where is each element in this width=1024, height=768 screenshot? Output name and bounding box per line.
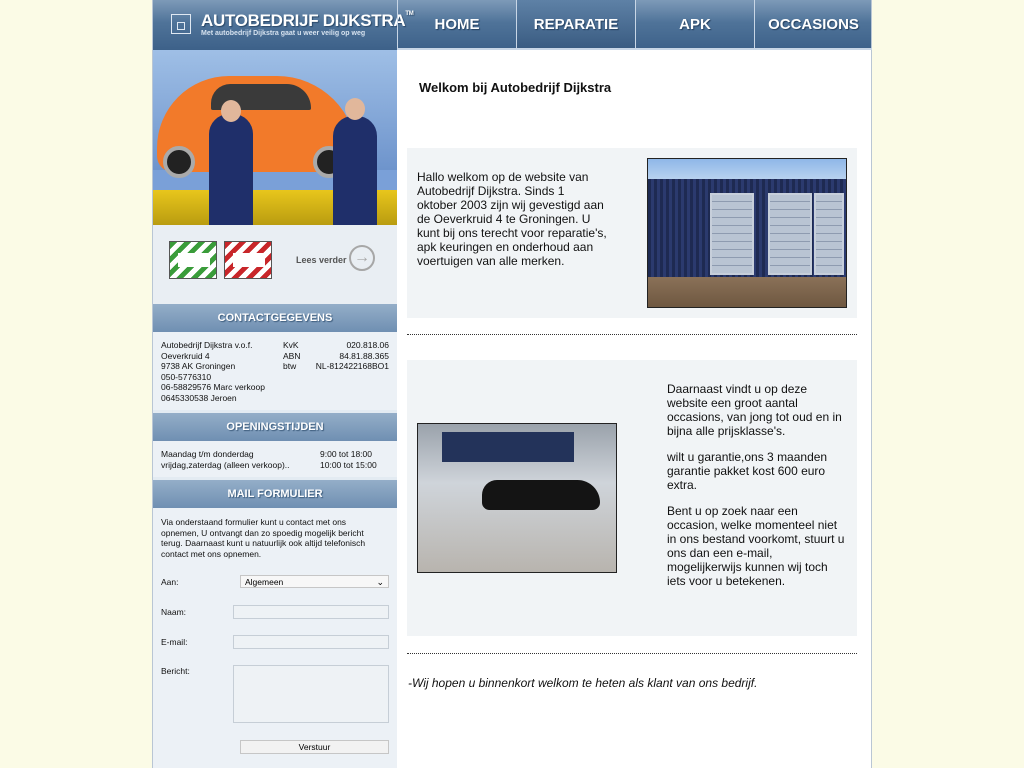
- hours-days: vrijdag,zaterdag (alleen verkoop)..: [161, 460, 290, 470]
- abn-value: 84.81.88.365: [339, 350, 389, 361]
- contact-phone: 06-58829576 Marc verkoop: [161, 382, 265, 393]
- message-textarea[interactable]: [233, 665, 389, 723]
- page-title: Welkom bij Autobedrijf Dijkstra: [419, 80, 612, 95]
- hours-section: [153, 441, 397, 477]
- nav-apk[interactable]: APK: [635, 0, 754, 50]
- hours-row: [161, 449, 389, 459]
- message-label: Bericht:: [161, 666, 190, 676]
- mail-intro: Via onderstaand formulier kunt u contact met ons opnemen, U ontvangt dan zo spoedig mogelijk bericht terug. Daarnaast kunt u natuurlijk ook altijd telefonisch contact met ons opnemen.: [161, 517, 366, 559]
- btw-label: btw: [283, 361, 297, 372]
- contact-phone: 0645330538 Jeroen: [161, 392, 237, 403]
- intro-text: Hallo welkom op de website van Autobedrijf Dijkstra. Sinds 1 oktober 2003 zijn wij gevestigd aan de Oeverkruid 4 te Groningen. U kunt bij ons terecht voor reparatie's, apk keuringen en onderhoud aan voertuigen van alle merken.: [417, 170, 607, 268]
- email-input[interactable]: [233, 635, 389, 649]
- name-label: Naam:: [161, 607, 187, 617]
- sidebar: [153, 50, 397, 768]
- lees-verder-link[interactable]: Lees verder: [296, 255, 347, 265]
- contact-line: Autobedrijf Dijkstra v.o.f.: [161, 340, 253, 350]
- search-request-text: Bent u op zoek naar een occasion, welke momenteel niet in ons bestand voorkomt, stuurt u ons dan een e-mail, mogelijkerwijs kunnen wij toch iets voor u betekenen.: [667, 504, 845, 588]
- btw-value: NL-812422168BO1: [315, 361, 389, 372]
- mail-form: [153, 508, 397, 768]
- hours-heading: OPENINGSTIJDEN: [153, 413, 397, 441]
- logo-title: AUTOBEDRIJF DIJKSTRA™: [201, 11, 414, 30]
- intro-block: [407, 148, 857, 318]
- main-nav: [397, 0, 872, 50]
- nav-home[interactable]: HOME: [397, 0, 516, 50]
- kvk-value: 020.818.06: [346, 340, 389, 350]
- logo-tagline: Met autobedrijf Dijkstra gaat u weer veilig op weg: [201, 30, 366, 37]
- header-photo-car-mechanics: [153, 50, 397, 225]
- logo-mark-icon: [171, 14, 191, 34]
- kvk-label: KvK: [283, 340, 299, 350]
- chevron-down-icon: ⌄: [376, 577, 384, 587]
- keurmerk-red-badge: [224, 241, 272, 279]
- contact-heading: CONTACTGEGEVENS: [153, 304, 397, 332]
- workshop-photo: [417, 423, 617, 573]
- email-label: E-mail:: [161, 637, 188, 647]
- guarantee-text: wilt u garantie,ons 3 maanden garantie pakket kost 600 euro extra.: [667, 450, 828, 492]
- submit-button[interactable]: Verstuur: [240, 740, 389, 754]
- keurmerk-green-badge: [169, 241, 217, 279]
- abn-label: ABN: [283, 350, 301, 361]
- page-container: [152, 0, 872, 768]
- closing-text: -Wij hopen u binnenkort welkom te heten als klant van ons bedrijf.: [408, 676, 758, 690]
- garage-photo: [647, 158, 847, 308]
- hours-time: 9:00 tot 18:00: [320, 449, 372, 459]
- divider: [407, 334, 857, 335]
- contact-line: 9738 AK Groningen: [161, 361, 236, 372]
- site-header: [153, 0, 871, 50]
- name-input[interactable]: [233, 605, 389, 619]
- nav-reparatie[interactable]: REPARATIE: [516, 0, 635, 50]
- divider: [407, 653, 857, 654]
- to-label: Aan:: [161, 577, 179, 587]
- hours-row: [161, 460, 389, 470]
- nav-occasions[interactable]: OCCASIONS: [754, 0, 872, 50]
- recipient-select[interactable]: Algemeen ⌄: [240, 575, 389, 588]
- occasions-text: Daarnaast vindt u op deze website een groot aantal occasions, van jong tot oud en in bijna alle prijsklasse's.: [667, 382, 842, 438]
- occasions-block: [407, 360, 857, 636]
- contact-section: [153, 332, 397, 410]
- contact-phone: 050-5776310: [161, 371, 212, 382]
- site-logo[interactable]: [153, 0, 414, 50]
- hours-time: 10:00 tot 15:00: [320, 460, 377, 470]
- arrow-right-icon[interactable]: →: [349, 245, 375, 271]
- contact-line: Oeverkruid 4: [161, 350, 210, 361]
- mail-heading: MAIL FORMULIER: [153, 480, 397, 508]
- hours-days: Maandag t/m donderdag: [161, 449, 254, 459]
- badge-row: [153, 225, 397, 305]
